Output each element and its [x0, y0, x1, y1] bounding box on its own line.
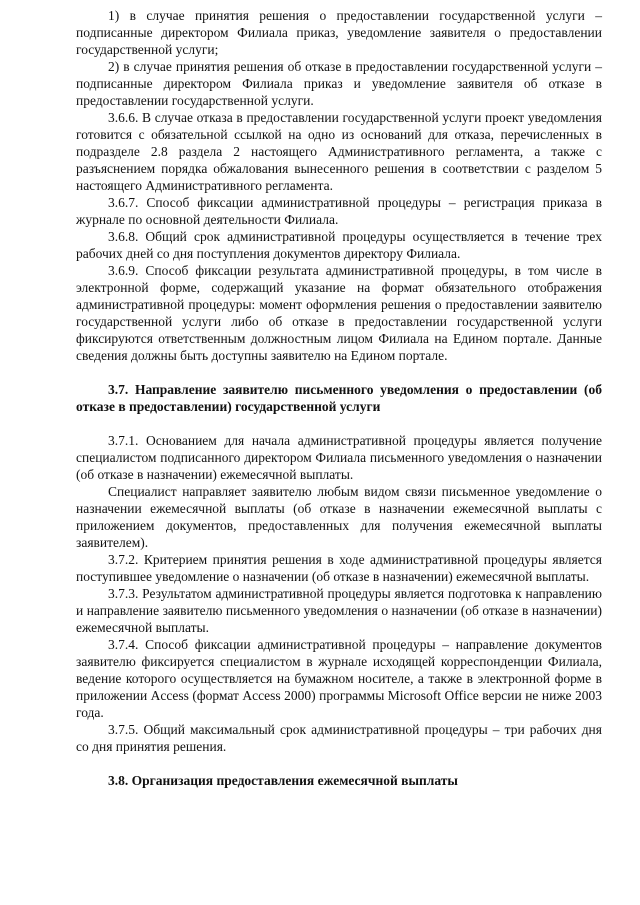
paragraph: 3.6.6. В случае отказа в предоставлении государственной услуги проект уведомления готовится с обязательной ссылкой на одно из оснований для отказа, перечисленных в подразделе 2.8 раздела 2 настоящего Административного регламента, а также с разъяснением порядка обжалования вынесенного решения в соответствии с разделом 5 настоящего Административного регламента.	[76, 110, 602, 193]
paragraph: 1) в случае принятия решения о предоставлении государственной услуги – подписанные директором Филиала приказ, уведомление заявителя о предоставлении государственной услуги;	[76, 8, 602, 57]
section-heading: 3.8. Организация предоставления ежемесячной выплаты	[108, 773, 458, 788]
paragraph: 3.7.4. Способ фиксации административной процедуры – направление документов заявителю фиксируется специалистом в журнале исходящей корреспонденции Филиала, ведение которого осуществляется на бумажном носителе, а также в электронной форме в приложении Access (формат Access 2000) программы Microsoft Office версии не ниже 2003 года.	[76, 637, 602, 720]
paragraph: 3.6.8. Общий срок административной процедуры осуществляется в течение трех рабочих дней со дня поступления документов директору Филиала.	[76, 229, 602, 261]
paragraph: 3.7.1. Основанием для начала административной процедуры является получение специалистом подписанного директором Филиала письменного уведомления о назначении (об отказе в назначении) ежемесячной выплаты.	[76, 433, 602, 482]
section-3-8-heading-block	[76, 772, 602, 789]
paragraph: 2) в случае принятия решения об отказе в предоставлении государственной услуги – подписанные директором Филиала приказ и уведомление заявителя об отказе в предоставлении государственной услуги.	[76, 59, 602, 108]
paragraph: 3.6.7. Способ фиксации административной процедуры – регистрация приказа в журнале по основной деятельности Филиала.	[76, 195, 602, 227]
section-3-7-heading-block	[76, 381, 602, 415]
section-3-7-paragraphs	[76, 432, 602, 755]
top-paragraphs	[76, 0, 602, 364]
paragraph: 3.7.5. Общий максимальный срок административной процедуры – три рабочих дня со дня принятия решения.	[76, 722, 602, 754]
paragraph: 3.6.9. Способ фиксации результата административной процедуры, в том числе в электронной форме, содержащий указание на формат обязательного отображения административной процедуры: момент оформления решения о предоставлении заявителю государственной услуги либо об отказе в предоставлении государственной услуги фиксируются ответственным должностным лицом Филиала на Едином портале. Данные сведения должны быть доступны заявителю на Едином портале.	[76, 263, 602, 363]
paragraph: Специалист направляет заявителю любым видом связи письменное уведомление о назначении ежемесячной выплаты (об отказе в назначении ежемесячной выплаты с приложением документов, предоставленных для получения ежемесячной выплаты заявителем).	[76, 484, 602, 550]
paragraph: 3.7.2. Критерием принятия решения в ходе административной процедуры является поступившее уведомление о назначении (об отказе в назначении) ежемесячной выплаты.	[76, 552, 602, 584]
paragraph: 3.7.3. Результатом административной процедуры является подготовка к направлению и направление заявителю письменного уведомления о назначении (об отказе в назначении) ежемесячной выплаты.	[76, 586, 602, 635]
section-heading: 3.7. Направление заявителю письменного уведомления о предоставлении (об отказе в предоставлении) государственной услуги	[76, 382, 602, 414]
